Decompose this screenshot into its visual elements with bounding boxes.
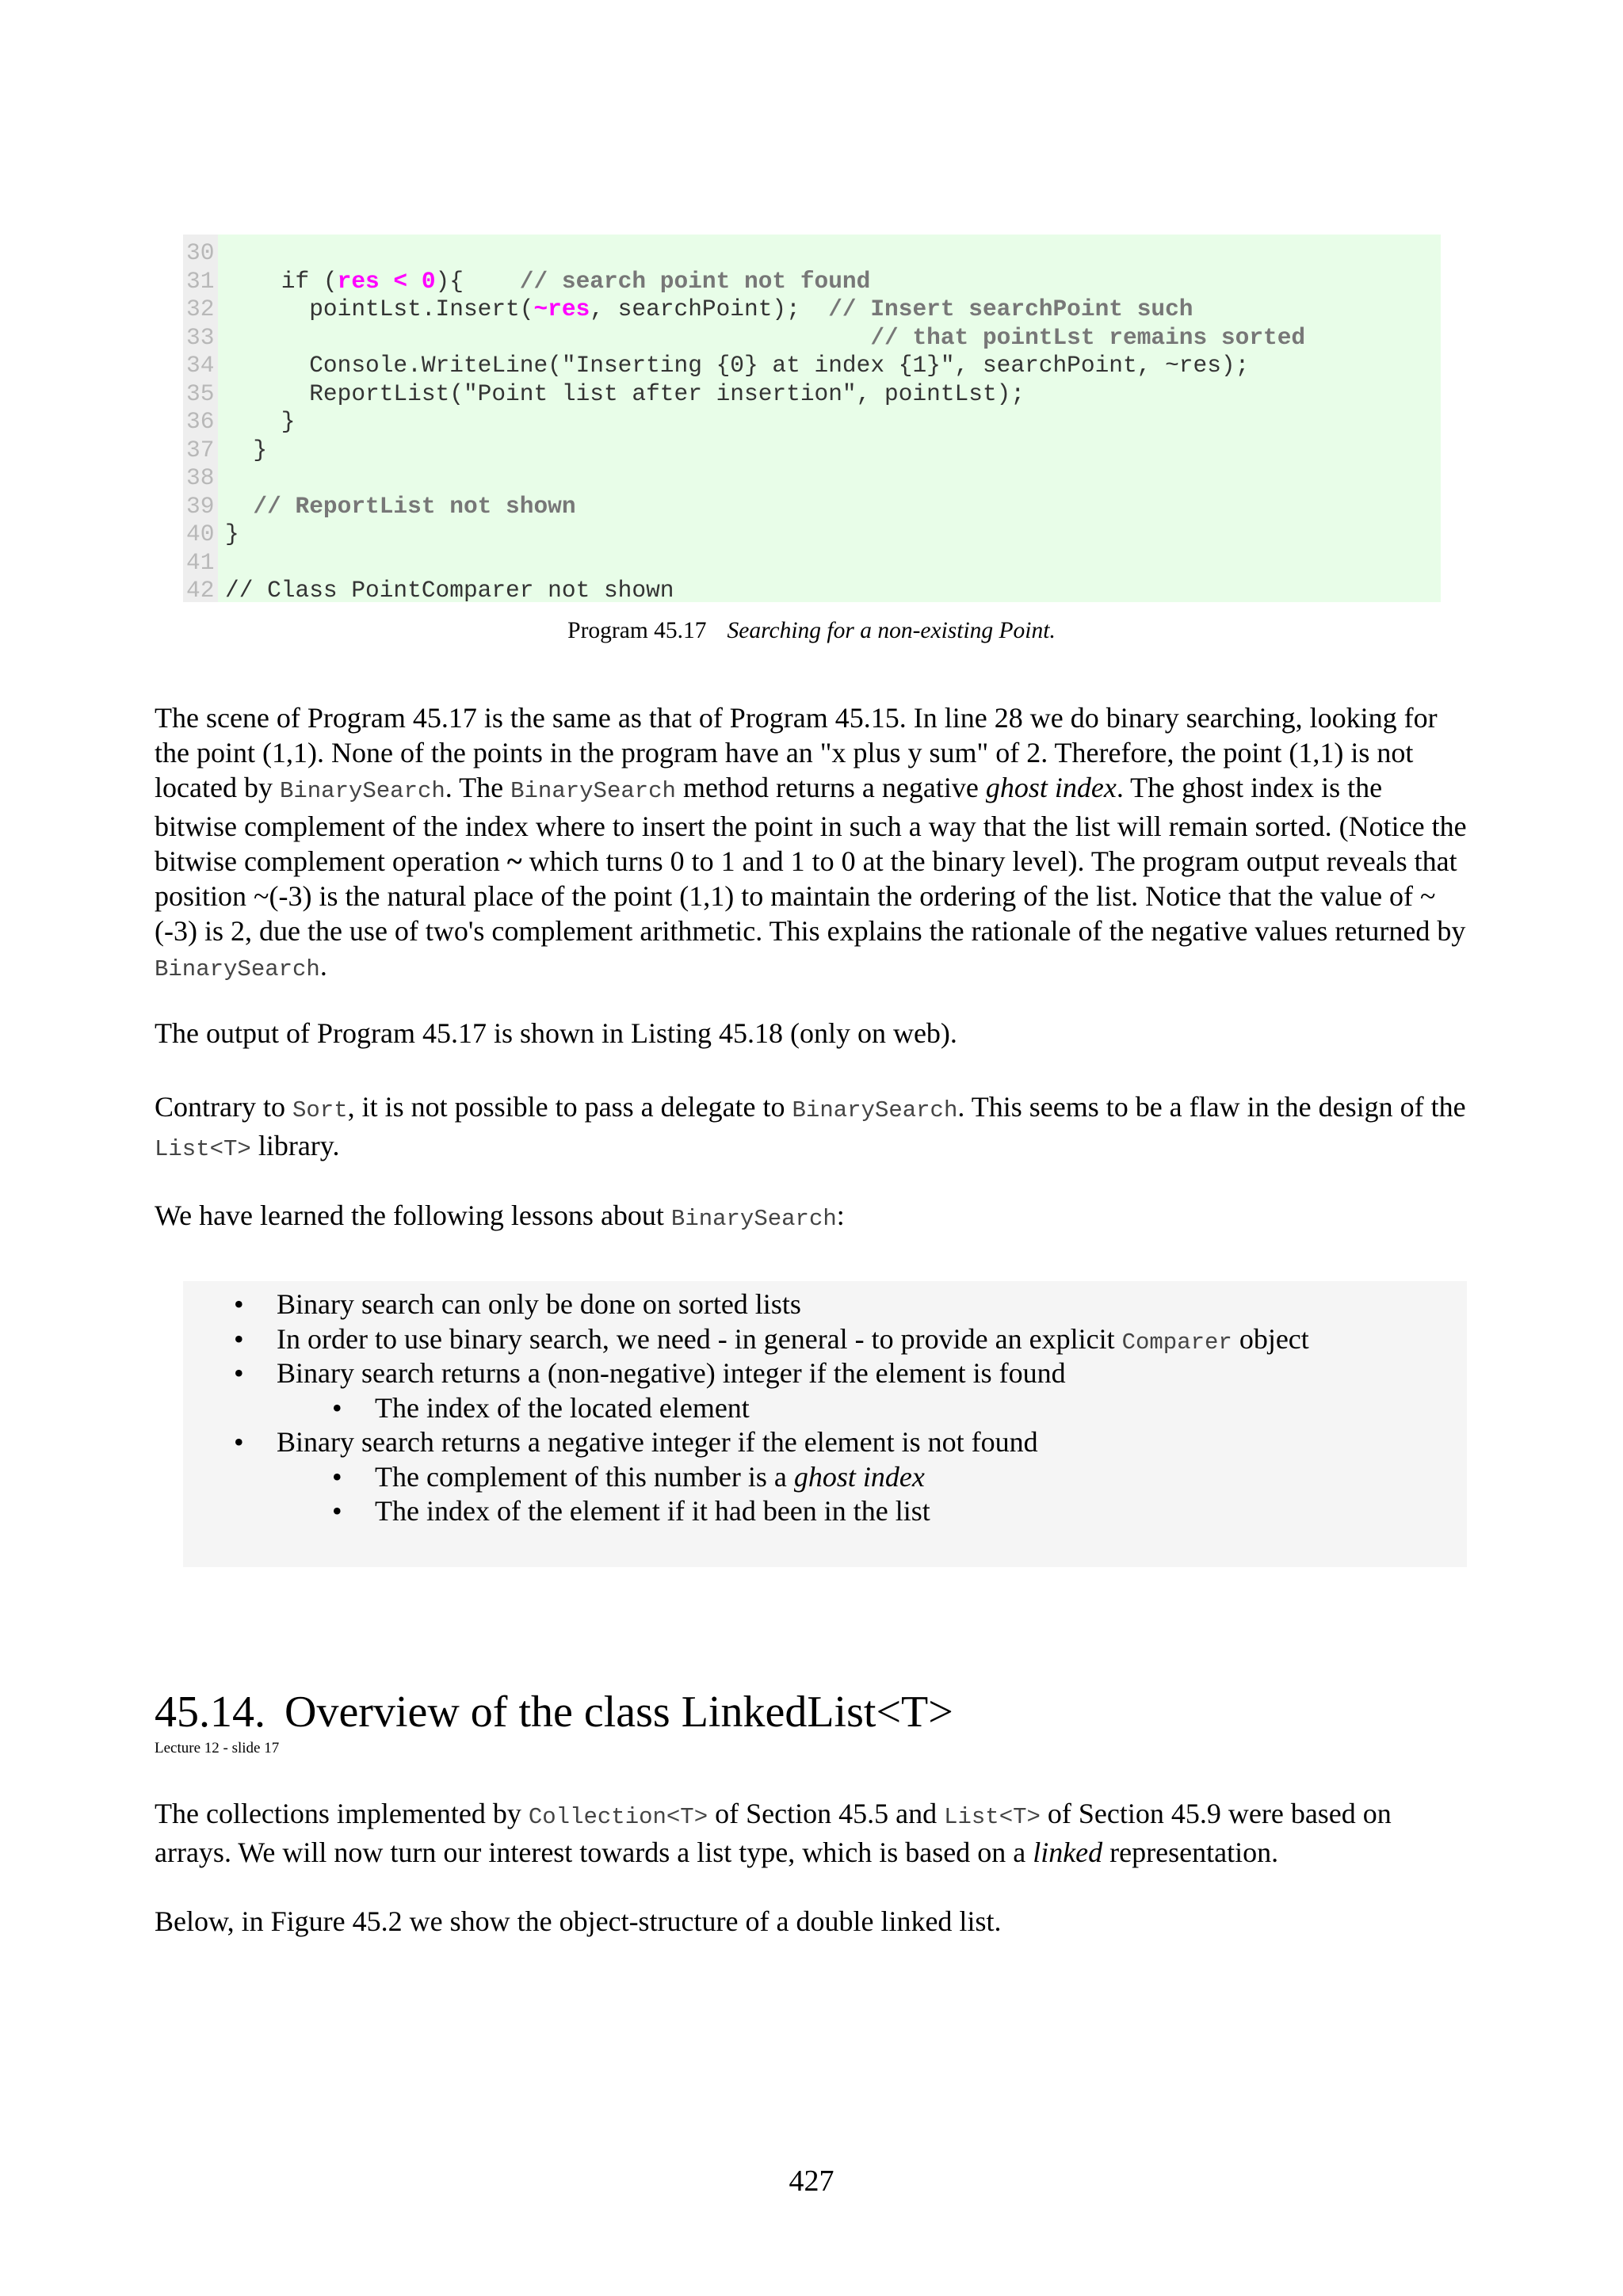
lesson-text (277, 1322, 1309, 1360)
bullet-icon: • (332, 1392, 342, 1424)
code-highlight: res < 0 (337, 267, 436, 295)
code-token: if ( (225, 267, 338, 295)
code-inline: Collection<T> (528, 1804, 708, 1830)
section-heading (155, 1687, 953, 1737)
code-inline: BinarySearch (155, 956, 320, 982)
bullet-icon: • (332, 1461, 342, 1493)
code-listing (183, 235, 1441, 602)
line-number: 33 (186, 323, 215, 351)
page-number: 427 (789, 2164, 834, 2198)
code-text (225, 380, 1025, 409)
bullet-icon: • (234, 1426, 244, 1458)
code-inline: BinarySearch (510, 778, 676, 804)
code-text (225, 577, 674, 605)
code-inline: BinarySearch (792, 1097, 958, 1123)
tilde-operator: ~ (506, 845, 522, 877)
lesson-text: The index of the element if it had been in the list (375, 1495, 930, 1527)
caption-label: Program 45.17 (567, 618, 707, 643)
code-token: // Class PointComparer not shown (225, 577, 674, 604)
code-token: } (225, 408, 296, 435)
line-number: 36 (186, 408, 215, 435)
text-run: of Section 45.9 were based on arrays. We will now turn our interest towards a list type, which is based on a (155, 1798, 1392, 1868)
paragraph-lessons-intro (155, 1198, 1470, 1237)
code-comment: // ReportList not shown (253, 492, 576, 520)
code-token: ReportList("Point list after insertion", pointLst); (225, 379, 1025, 407)
line-number: 32 (186, 296, 215, 322)
program-caption (0, 618, 1623, 644)
code-inline: List<T> (155, 1136, 251, 1162)
code-token (225, 324, 870, 351)
text-run: The complement of this number is a (375, 1461, 794, 1493)
text-run: Below, in Figure 45.2 we show the object-structure of a double linked list. (155, 1905, 1002, 1937)
lessons-box (183, 1281, 1467, 1567)
text-run: representation. (1102, 1836, 1279, 1868)
paragraph-linked-intro (155, 1796, 1470, 1870)
code-token: , searchPoint); (590, 296, 829, 322)
lesson-text: Binary search returns a (non-negative) integer if the element is found (277, 1357, 1066, 1389)
line-number: 38 (186, 464, 215, 491)
line-number: 37 (186, 436, 215, 463)
text-run: The collections implemented by (155, 1798, 529, 1829)
line-number: 31 (186, 267, 215, 295)
code-token: } (225, 521, 239, 547)
text-run: Contrary to (155, 1091, 292, 1123)
line-number: 40 (186, 521, 215, 547)
text-run: library. (250, 1130, 340, 1161)
code-text (225, 296, 1193, 324)
code-text (225, 521, 239, 549)
paragraph-delegate (155, 1089, 1470, 1167)
bullet-icon: • (234, 1323, 244, 1355)
line-number: 39 (186, 492, 215, 520)
code-text (225, 268, 870, 296)
code-inline: BinarySearch (670, 1206, 837, 1232)
text-run: The scene of Program 45.17 is the same as that of Program 45.15. In line 28 we do binary searching, looking for the point (1,1). None of the points in the program have an "x plus y sum" of 2. Therefore, the point (1,1) is not located by (155, 702, 1438, 803)
paragraph-ghost-index (155, 700, 1470, 987)
code-token: } (225, 436, 268, 463)
code-text (225, 437, 267, 465)
emphasis: ghost index (985, 772, 1117, 803)
line-number: 30 (186, 239, 215, 266)
bullet-icon: • (234, 1288, 244, 1320)
code-inline: Comparer (1121, 1329, 1232, 1356)
lesson-text: Binary search returns a negative integer if the element is not found (277, 1426, 1038, 1458)
code-comment: // search point not found (519, 267, 871, 295)
section-number: 45.14. (155, 1688, 265, 1737)
lesson-text: Binary search can only be done on sorted lists (277, 1288, 801, 1320)
line-number: 41 (186, 548, 215, 576)
code-comment: // that pointLst remains sorted (870, 323, 1306, 351)
paragraph-output-listing (155, 1016, 1470, 1051)
code-text (225, 408, 296, 437)
paragraph-figure-intro (155, 1904, 1470, 1939)
emphasis: linked (1033, 1836, 1103, 1868)
code-comment: // Insert searchPoint such (828, 296, 1193, 322)
code-text (225, 324, 1305, 353)
text-run: The output of Program 45.17 is shown in Listing 45.18 (only on web). (155, 1017, 957, 1049)
line-number: 42 (186, 577, 215, 604)
caption-title: Searching for a non-existing Point. (727, 618, 1056, 643)
text-run: method returns a negative (675, 772, 986, 803)
code-token: ){ (435, 267, 520, 295)
code-inline: BinarySearch (279, 778, 445, 804)
code-highlight: ~res (533, 296, 590, 322)
bullet-icon: • (332, 1495, 342, 1527)
text-run: which turns 0 to 1 and 1 to 0 at the binary level). The program output reveals that position ~(-3) is the natural place of the point (1,1) to maintain the ordering of the list. Notice that the value of ~(-3) is 2, due the use of two's complement arithmetic. This explains the rationale of the negative values returned by (155, 845, 1466, 947)
lesson-text: The index of the located element (375, 1392, 750, 1424)
text-run: . The ghost index is the bitwise complement of the index where to insert the point in such a way that the list will remain sorted. (Notice the bitwise complement operation (155, 772, 1467, 877)
bullet-icon: • (234, 1357, 244, 1389)
text-run: . This seems to be a flaw in the design of the (957, 1091, 1466, 1123)
emphasis: ghost index (793, 1461, 925, 1493)
line-number: 35 (186, 379, 215, 407)
line-number: 34 (186, 352, 215, 379)
text-run: object (1232, 1323, 1309, 1355)
text-run: . The (445, 772, 511, 803)
code-text (225, 493, 576, 521)
code-text (225, 352, 1249, 380)
code-token (225, 493, 253, 520)
text-run: We have learned the following lessons about (155, 1199, 671, 1231)
text-run: , it is not possible to pass a delegate to (347, 1091, 792, 1123)
lesson-text (375, 1460, 925, 1495)
code-inline: List<T> (944, 1804, 1041, 1830)
text-run: : (836, 1199, 845, 1231)
code-token: pointLst.Insert( (225, 296, 534, 322)
code-inline: Sort (292, 1097, 348, 1123)
code-token: Console.WriteLine("Inserting {0} at index {1}", searchPoint, ~res); (225, 352, 1250, 379)
text-run: . (319, 950, 327, 982)
section-title: Overview of the class LinkedList<T> (285, 1688, 953, 1737)
text-run: In order to use binary search, we need - in general - to provide an explicit (277, 1323, 1122, 1355)
slide-reference: Lecture 12 - slide 17 (155, 1740, 280, 1756)
text-run: of Section 45.5 and (708, 1798, 945, 1829)
